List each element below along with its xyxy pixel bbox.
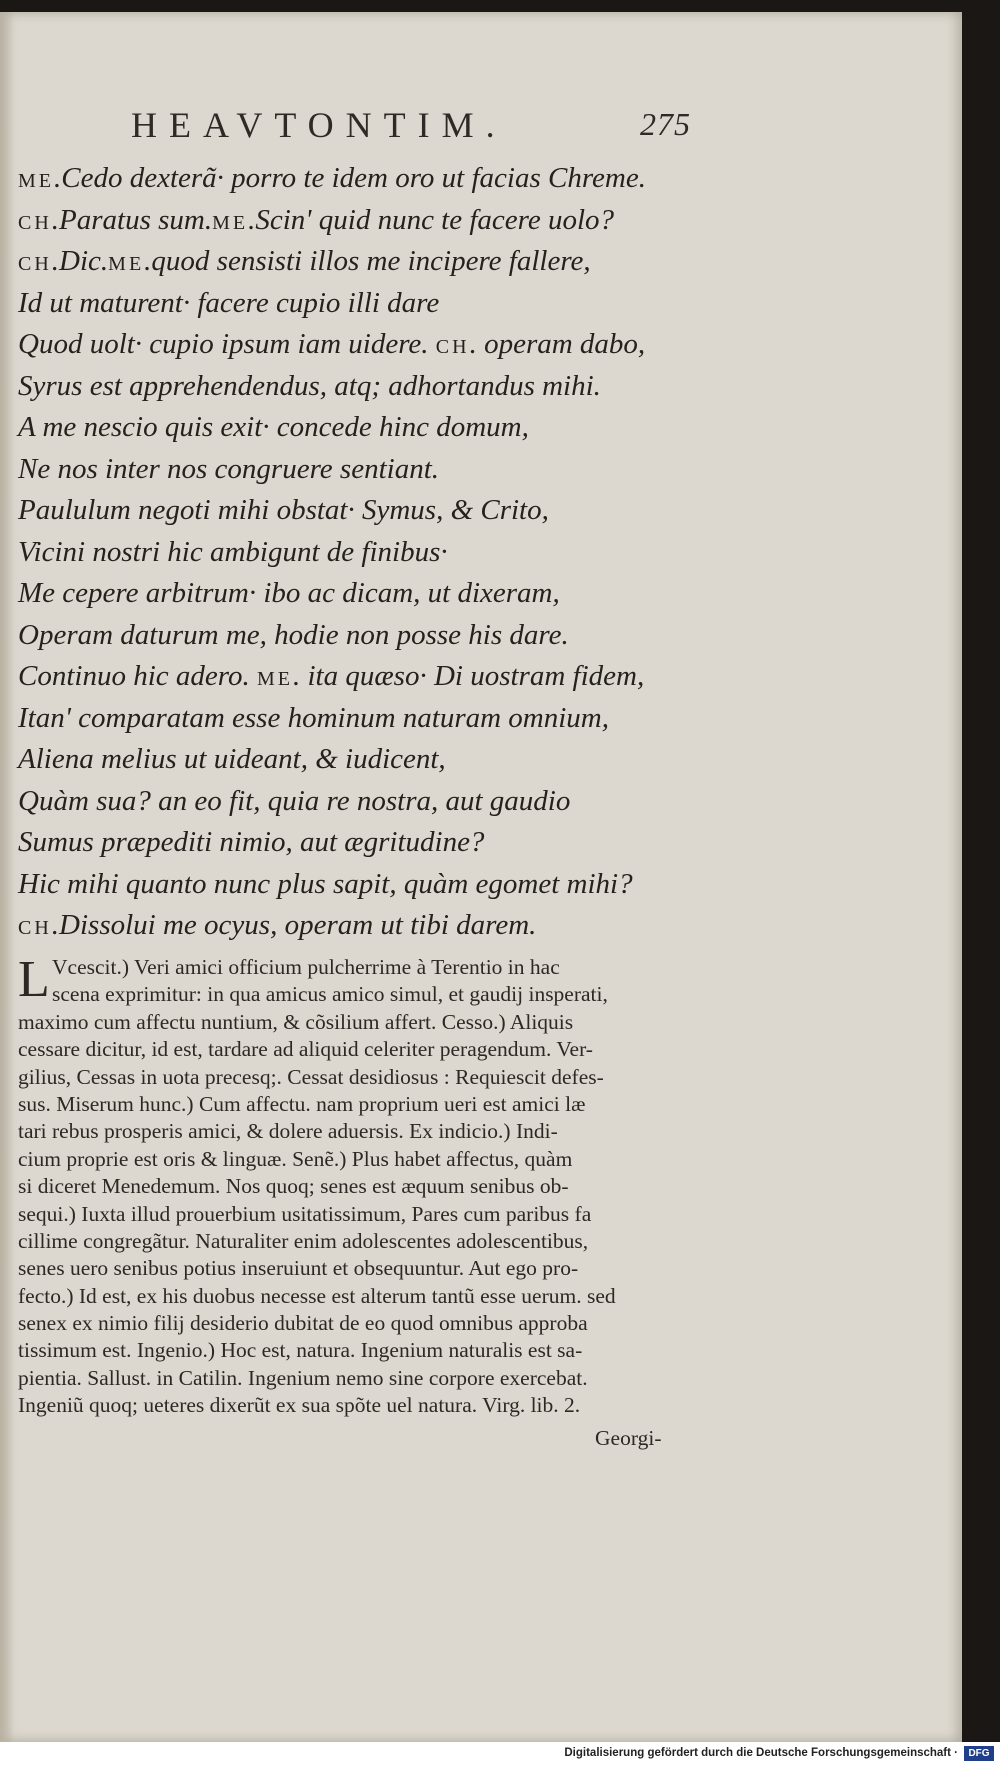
verse-line <box>18 324 718 366</box>
verse-line <box>18 573 718 615</box>
verse-line <box>18 615 718 657</box>
commentary-block <box>18 951 693 1420</box>
verse-line <box>18 781 718 823</box>
verse-line <box>18 490 718 532</box>
verse-line <box>18 905 718 947</box>
verse-line <box>18 407 718 449</box>
verse-segment: Aliena melius ut uideant, & iudicent, <box>18 743 446 775</box>
verse-segment: Operam daturum me, hodie non posse his dare. <box>18 618 569 651</box>
verse-segment: Quàm sua? an eo fit, quia re nostra, aut gaudio <box>18 784 571 817</box>
verse-segment: .Scin' quid nunc te facere uolo? <box>248 203 615 236</box>
verse-segment: Continuo hic adero. <box>18 660 257 692</box>
commentary-line: senes uero senibus potius inseruiunt et obsequuntur. Aut ego pro- <box>18 1256 579 1281</box>
commentary-lines <box>18 951 693 1420</box>
commentary-line: sequi.) Iuxta illud prouerbium usitatissimum, Pares cum paribus fa <box>18 1201 592 1226</box>
speaker-label: CH <box>18 253 52 275</box>
verse-segment: Id ut maturent· facere cupio illi dare <box>18 286 440 319</box>
verse-segment: .Cedo dexterã· porro te idem oro ut facias Chreme. <box>54 162 646 194</box>
commentary-line: Ingeniũ quoq; ueteres dixerũt ex sua spõte uel natura. Virg. lib. 2. <box>18 1393 581 1418</box>
footer-bar <box>0 1742 1000 1767</box>
verse-segment: . ita quæso· Di uostram fidem, <box>292 660 645 692</box>
catchword: Georgi- <box>595 1426 662 1450</box>
verse-line <box>18 698 718 740</box>
commentary-line: gilius, Cessas in uota precesq;. Cessat desidiosus : Requiescit defes- <box>18 1064 604 1089</box>
verse-segment: .quod sensisti illos me incipere fallere, <box>144 245 591 277</box>
footer-credit: Digitalisierung gefördert durch die Deutsche Forschungsgemeinschaft · <box>564 1747 958 1759</box>
commentary-line: si diceret Menedemum. Nos quoq; senes est æquum senibus ob- <box>18 1174 569 1199</box>
book-page <box>0 12 962 1742</box>
speaker-label: ME <box>256 668 293 690</box>
verse-segment: Ne nos inter nos congruere sentiant. <box>18 452 439 485</box>
commentary-line: tari rebus prosperis amici, & dolere aduersis. Ex indicio.) Indi- <box>18 1119 558 1144</box>
commentary-line: scena exprimitur: in qua amicus amico simul, et gaudij insperati, <box>52 982 608 1007</box>
verse-line <box>18 864 718 906</box>
verse-segment: Hic mihi quanto nunc plus sapit, quàm egomet mihi? <box>18 867 633 900</box>
commentary-line: senex ex nimio filij desiderio dubitat de eo quod omnibus approba <box>18 1311 588 1336</box>
speaker-label: CH <box>18 917 52 939</box>
verse-segment: Me cepere arbitrum· ibo ac dicam, ut dixeram, <box>18 577 560 609</box>
speaker-label: CH <box>435 336 470 358</box>
commentary-line: tissimum est. Ingenio.) Hoc est, natura. Ingenium naturalis est sa- <box>18 1338 583 1363</box>
verse-line <box>18 532 718 574</box>
speaker-label: CH <box>18 211 52 234</box>
verse-segment: . operam dabo, <box>469 328 646 360</box>
page-number: 275 <box>640 106 691 142</box>
verse-line <box>18 366 718 408</box>
verse-line <box>18 158 718 200</box>
commentary-line: Vcescit.) Veri amici officium pulcherrime à Terentio in hac <box>52 955 560 979</box>
running-title: HEAVTONTIM. <box>131 105 507 145</box>
verse-line <box>18 656 718 698</box>
speaker-label: ME <box>18 170 54 192</box>
verse-segment: Vicini nostri hic ambigunt de finibus· <box>18 535 448 568</box>
commentary-line: pientia. Sallust. in Catilin. Ingenium nemo sine corpore exercebat. <box>18 1365 588 1390</box>
verse-segment: .Dic. <box>51 245 109 277</box>
verse-line <box>18 241 718 283</box>
verse-text <box>18 158 718 947</box>
dfg-logo: DFG <box>964 1746 994 1761</box>
speaker-label: ME <box>108 253 145 275</box>
verse-segment: Itan' comparatam esse hominum naturam omnium, <box>18 701 610 734</box>
commentary-line: fecto.) Id est, ex his duobus necesse est alterum tantũ esse uerum. sed <box>18 1283 616 1308</box>
verse-line <box>18 739 718 781</box>
verse-line <box>18 200 718 242</box>
page-header <box>131 104 691 154</box>
verse-segment: .Paratus sum. <box>51 203 213 236</box>
commentary-line: maximo cum affectu nuntium, & cõsilium affert. Cesso.) Aliquis <box>18 1009 574 1034</box>
speaker-label: ME <box>212 211 249 234</box>
commentary-line: cessare dicitur, id est, tardare ad aliquid celeriter peragendum. Ver- <box>18 1037 593 1062</box>
verse-segment: Quod uolt· cupio ipsum iam uidere. <box>18 328 436 360</box>
verse-segment: Paululum negoti mihi obstat· Symus, & Crito, <box>18 494 549 526</box>
drop-initial: L <box>18 951 50 1008</box>
verse-line <box>18 283 718 325</box>
commentary-line: sus. Miserum hunc.) Cum affectu. nam proprium ueri est amici læ <box>18 1091 586 1116</box>
commentary-line: cillime congregãtur. Naturaliter enim adolescentes adolescentibus, <box>18 1228 589 1253</box>
verse-segment: A me nescio quis exit· concede hinc domum, <box>18 411 529 443</box>
verse-segment: .Dissolui me ocyus, operam ut tibi darem. <box>51 909 537 941</box>
verse-line <box>18 822 718 864</box>
verse-segment: Syrus est apprehendendus, atq; adhortandus mihi. <box>18 369 601 402</box>
commentary-line: cium proprie est oris & linguæ. Senẽ.) Plus habet affectus, quàm <box>18 1146 573 1171</box>
verse-line <box>18 449 718 491</box>
verse-segment: Sumus præpediti nimio, aut ægritudine? <box>18 826 485 858</box>
